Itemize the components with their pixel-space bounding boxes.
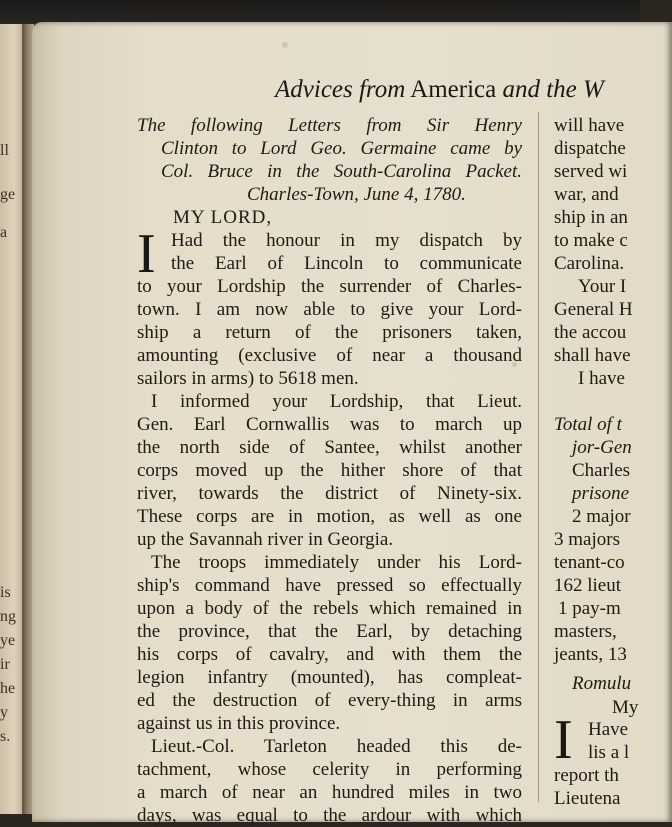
right-column-line: served wi	[554, 161, 628, 182]
drop-cap: I	[137, 223, 156, 285]
left-page-fragment: a	[0, 224, 8, 241]
intro-line: Clinton to Lord Geo. Germaine came by	[161, 138, 522, 159]
header-roman-text: America	[410, 76, 497, 103]
right-column-line: Total of t	[554, 414, 622, 435]
right-column-line: lis a l	[588, 742, 630, 763]
right-column-line: 1 pay-m	[558, 598, 621, 619]
paragraph-line: ship's command have pressed so effectually	[137, 575, 522, 596]
right-column-line: tenant-co	[554, 552, 625, 573]
header-italic-text: Advices from	[275, 76, 406, 103]
paragraph-line: town. I am now able to give your Lord-	[137, 299, 522, 320]
right-column-line: jor-Gen	[572, 437, 632, 458]
right-column	[554, 0, 640, 809]
right-column-line: 3 majors	[554, 529, 620, 550]
right-column-line: My	[612, 697, 639, 718]
right-column-line: the accou	[554, 322, 627, 343]
left-page-fragment: ge	[0, 186, 16, 203]
paragraph-line: the north side of Santee, whilst another	[137, 437, 522, 458]
intro-line: The following Letters from Sir Henry	[137, 115, 522, 136]
left-page-fragment: ir	[0, 656, 10, 673]
paragraph-line: a march of near an hundred miles in two	[137, 782, 522, 803]
left-page-fragment: ye	[0, 632, 16, 649]
right-column-line: Have	[588, 719, 629, 740]
right-column-line: General H	[554, 299, 633, 320]
paragraph-line: up the Savannah river in Georgia.	[137, 529, 394, 550]
paragraph-line: to your Lordship the surrender of Charles-	[137, 276, 522, 297]
column-rule	[538, 112, 539, 802]
right-column-line: Carolina.	[554, 253, 625, 274]
left-page-fragment: ll	[0, 142, 9, 159]
right-column-line: Your I	[578, 276, 627, 297]
paragraph-line: Lieut.-Col. Tarleton headed this de-	[151, 736, 522, 757]
drop-cap: I	[554, 709, 573, 771]
paragraph-line: These corps are in motion, as well as one	[137, 506, 522, 527]
right-column-line: Romulu	[572, 673, 632, 694]
left-page-fragment: s.	[0, 728, 11, 745]
right-column-line: to make c	[554, 230, 628, 251]
paragraph-line: the province, that the Earl, by detaching	[137, 621, 522, 642]
salutation: MY LORD,	[173, 207, 273, 228]
right-column-line: I have	[578, 368, 625, 389]
paragraph-line: The troops immediately under his Lord-	[151, 552, 522, 573]
dateline: Charles-Town, June 4, 1780.	[247, 184, 466, 205]
right-column-line: jeants, 13	[554, 644, 627, 665]
main-column	[137, 0, 523, 826]
paragraph-line: sailors in arms) to 5618 men.	[137, 368, 359, 389]
right-column-line: report th	[554, 765, 619, 786]
right-column-line: 162 lieut	[554, 575, 622, 596]
right-column-line: Lieutena	[554, 788, 621, 809]
paragraph-line: river, towards the district of Ninety-six.	[137, 483, 522, 504]
paragraph-line: I informed your Lordship, that Lieut.	[151, 391, 522, 412]
right-column-line: Charles	[572, 460, 631, 481]
right-column-line: ship in an	[554, 207, 628, 228]
paragraph-line: days, was equal to the ardour with which	[137, 805, 522, 826]
paragraph-line: the Earl of Lincoln to communicate	[171, 253, 522, 274]
right-column-line: dispatche	[554, 138, 626, 159]
paragraph-line: against us in this province.	[137, 713, 341, 734]
intro-line: Col. Bruce in the South-Carolina Packet.	[161, 161, 522, 182]
left-page-fragment: y	[0, 704, 8, 721]
header-italic-tail: and the W	[502, 76, 604, 103]
paragraph-line: ed the destruction of every-thing in arms	[137, 690, 522, 711]
paragraph-line: upon a body of the rebels which remained in	[137, 598, 522, 619]
paragraph-line: ship a return of the prisoners taken,	[137, 322, 522, 343]
right-column-line: shall have	[554, 345, 631, 366]
left-page-fragment: is	[0, 584, 11, 601]
paragraph-line: amounting (exclusive of near a thousand	[137, 345, 522, 366]
paragraph-line: Gen. Earl Cornwallis was to march up	[137, 414, 522, 435]
right-column-line: will have	[554, 115, 625, 136]
right-column-line: war, and	[554, 184, 619, 205]
left-page-fragment: ng	[0, 608, 16, 625]
paragraph-line: tachment, whose celerity in performing	[137, 759, 522, 780]
right-column-line: prisone	[572, 483, 629, 504]
right-column-line: masters,	[554, 621, 617, 642]
left-page-fragment: he	[0, 680, 16, 697]
right-column-line: 2 major	[572, 506, 631, 527]
paragraph-line: legion infantry (mounted), has compleat-	[137, 667, 522, 688]
paragraph-line: his corps of cavalry, and with them the	[137, 644, 522, 665]
paragraph-line: Had the honour in my dispatch by	[171, 230, 522, 251]
paragraph-line: corps moved up the hither shore of that	[137, 460, 522, 481]
